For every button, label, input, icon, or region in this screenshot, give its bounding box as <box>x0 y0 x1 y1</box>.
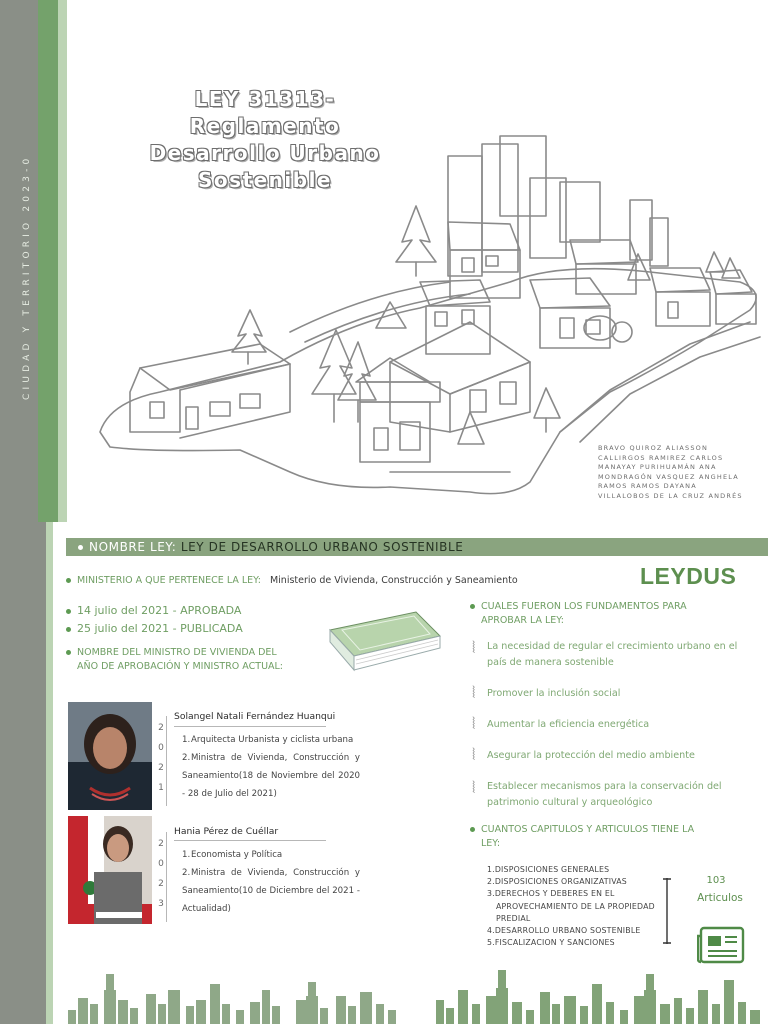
chapter-item: 2.DISPOSICIONES ORGANIZATIVAS <box>487 877 627 887</box>
brace-icon: ⦚ <box>472 714 476 733</box>
title-line: Reglamento <box>189 114 341 138</box>
chapters-list <box>487 864 655 949</box>
minister-2-details: 1.Economista y Política 2.Ministra de Vivienda, Construcción y Saneamiento(10 de Diciembre del 2021 - Actualidad) <box>182 850 360 914</box>
minister-1-photo <box>68 702 152 810</box>
open-book-icon <box>326 608 442 680</box>
bracket-line-icon <box>663 878 671 944</box>
date-approved: 14 julio del 2021 - APROBADA <box>77 604 242 617</box>
sidebar-band-bottom <box>0 522 46 1024</box>
divider <box>166 716 167 806</box>
bullet-icon <box>470 604 475 609</box>
chapter-item: APROVECHAMIENTO DE LA PROPIEDAD <box>496 901 655 911</box>
chapter-item: 5.FISCALIZACION Y SANCIONES <box>487 938 615 948</box>
fundamento-item: Promover la inclusión social <box>487 688 621 699</box>
brace-icon: ⦚ <box>472 778 476 797</box>
fundamento-item: Aumentar la eficiencia energética <box>487 719 650 730</box>
ministry-label: MINISTERIO A QUE PERTENECE LA LEY: <box>77 575 261 586</box>
fundamento-item: La necesidad de regular el crecimiento urbano en el país de manera sostenible <box>487 641 738 668</box>
bullet-icon <box>470 827 475 832</box>
sidebar-stripe-light <box>58 0 67 522</box>
divider <box>174 726 326 727</box>
fundamentos-heading: CUALES FUERON LOS FUNDAMENTOS PARA APROBAR LA LEY: <box>470 600 687 628</box>
title-line: Desarrollo Urbano <box>149 141 381 165</box>
minister-1-details: 1.Arquitecta Urbanista y ciclista urbana 2.Ministra de Vivienda, Construcción y Saneamiento(18 de Noviembre del 2020 - 28 de Julio del 2021) <box>182 735 360 799</box>
fundamento-item: Asegurar la protección del medio ambiente <box>487 750 695 761</box>
author-name: MONDRAGÓN VASQUEZ ANGHELA <box>598 472 739 481</box>
chapter-item: PREDIAL <box>496 913 531 923</box>
chapter-item: 3.DERECHOS Y DEBERES EN EL <box>487 889 615 899</box>
author-name: BRAVO QUIROZ ALIASSON <box>598 444 709 452</box>
authors-list <box>598 444 743 502</box>
minister-1-name: Solangel Natali Fernández Huanqui <box>174 711 336 722</box>
dates-list <box>66 602 243 638</box>
city-skyline-icon <box>46 960 768 1024</box>
bullet-icon <box>66 650 71 655</box>
author-name: CALLIRGOS RAMIREZ CARLOS <box>598 453 724 462</box>
brace-icon: ⦚ <box>472 638 476 657</box>
year-digits: 2 0 2 1 <box>158 723 164 793</box>
sidebar-stripe-bottom <box>46 522 53 1024</box>
brace-icon: ⦚ <box>472 683 476 702</box>
bullet-icon <box>66 609 71 614</box>
bullet-icon <box>66 627 71 632</box>
articles-label: Articulos <box>697 892 743 904</box>
sidebar-band <box>0 0 38 522</box>
brand-logo: LEYDUS <box>640 563 737 589</box>
author-name: RAMOS RAMOS DAYANA <box>598 482 697 491</box>
sidebar-stripe <box>38 0 58 522</box>
law-name-label: NOMBRE LEY: <box>89 540 177 554</box>
bullet-icon <box>66 578 71 583</box>
ministry-value: Ministerio de Vivienda, Construcción y Saneamiento <box>269 575 518 586</box>
chapter-item: 4.DESARROLLO URBANO SOSTENIBLE <box>487 926 641 936</box>
date-published: 25 julio del 2021 - PUBLICADA <box>77 622 243 635</box>
chapters-heading: CUANTOS CAPITULOS Y ARTICULOS TIENE LA LEY: <box>470 823 694 851</box>
author-name: MANAYAY PURIHUAMÁN ANA <box>598 463 717 472</box>
bullet-icon <box>78 545 83 550</box>
law-name-value: LEY DE DESARROLLO URBANO SOSTENIBLE <box>180 540 464 554</box>
brace-icon: ⦚ <box>472 745 476 764</box>
law-name-bar <box>66 538 768 556</box>
sidebar-vertical-text: CIUDAD Y TERRITORIO 2023-0 <box>22 154 32 400</box>
divider <box>174 840 326 841</box>
chapter-item: 1.DISPOSICIONES GENERALES <box>487 865 610 874</box>
fundamento-item: Establecer mecanismos para la conservación del patrimonio cultural y arqueológico <box>487 781 722 808</box>
minister-heading: NOMBRE DEL MINISTRO DE VIVIENDA DEL AÑO DE APROBACIÓN Y MINISTRO ACTUAL: <box>66 646 283 674</box>
author-name: VILLALOBOS DE LA CRUZ ANDRÉS <box>598 491 743 500</box>
title-line: Sostenible <box>197 168 332 192</box>
articles-count: 103 <box>706 875 726 886</box>
divider <box>166 832 167 922</box>
minister-2-photo <box>68 816 152 924</box>
minister-2-name: Hania Pérez de Cuéllar <box>174 826 279 837</box>
year-digits: 2 0 2 3 <box>158 839 164 909</box>
ministry-row <box>66 574 518 587</box>
title-line: LEY 31313- <box>194 87 336 111</box>
newspaper-icon <box>697 926 746 964</box>
